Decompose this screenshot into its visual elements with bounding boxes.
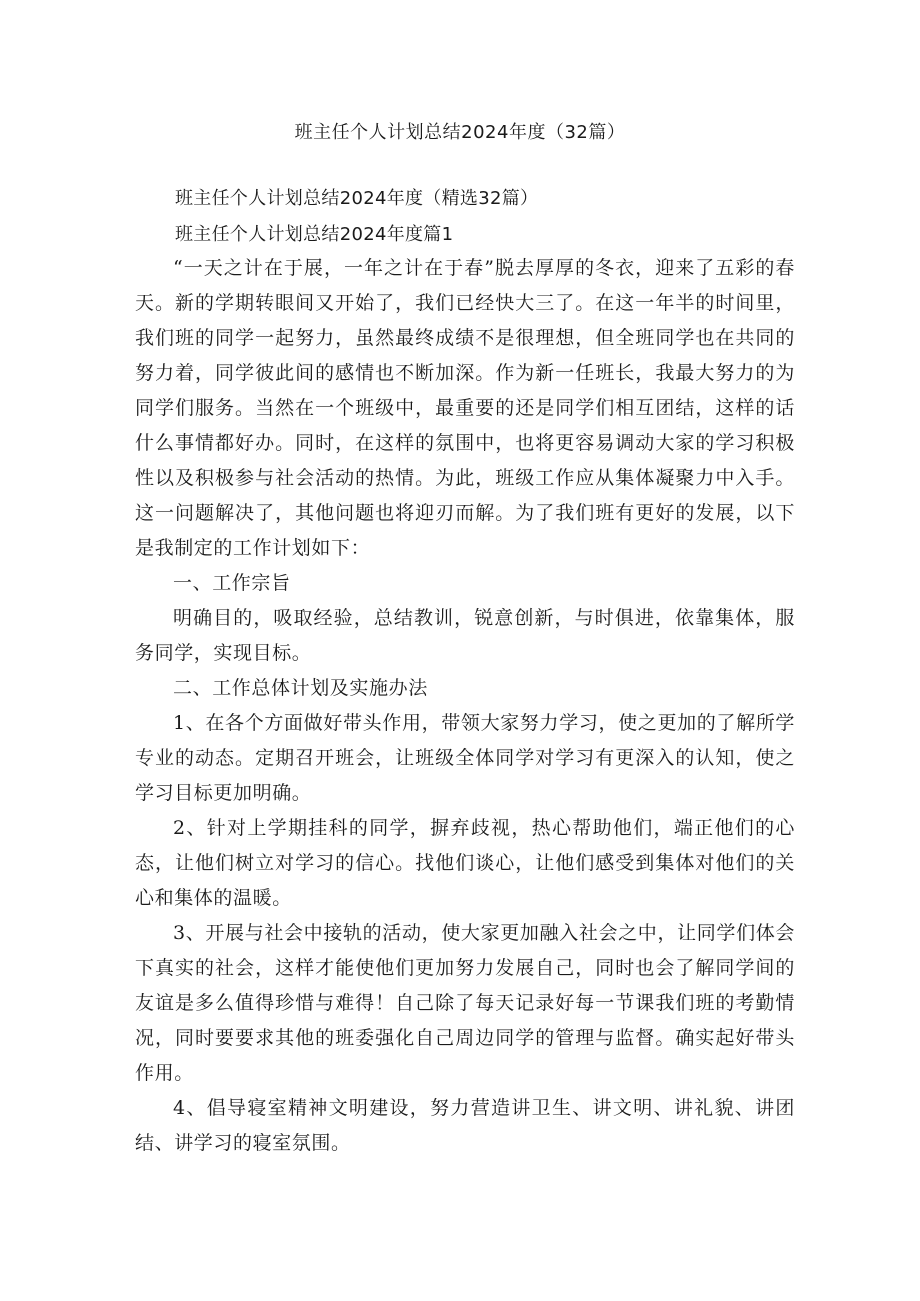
purpose-paragraph: 明确目的，吸取经验，总结教训，锐意创新，与时俱进，依靠集体，服务同学，实现目标。 — [135, 607, 795, 664]
plan-item-2: 2、针对上学期挂科的同学，摒弃歧视，热心帮助他们，端正他们的心态，让他们树立对学习的信心。找他们谈心，让他们感受到集体对他们的关心和集体的温暖。 — [135, 817, 795, 909]
heading-work-purpose: 一、工作宗旨 — [173, 572, 291, 594]
section-heading: 班主任个人计划总结2024年度篇1 — [175, 224, 454, 245]
document-subtitle: 班主任个人计划总结2024年度（精选32篇） — [175, 188, 539, 209]
plan-item-1: 1、在各个方面做好带头作用，带领大家努力学习，使之更加的了解所学专业的动态。定期召开班会，让班级全体同学对学习有更深入的认知，使之学习目标更加明确。 — [135, 712, 795, 804]
document-title: 班主任个人计划总结2024年度（32篇） — [294, 122, 626, 143]
document-body — [135, 251, 795, 1161]
heading-work-plan: 二、工作总体计划及实施办法 — [173, 677, 428, 699]
plan-item-4: 4、倡导寝室精神文明建设，努力营造讲卫生、讲文明、讲礼貌、讲团结、讲学习的寝室氛围。 — [135, 1097, 795, 1154]
plan-item-3: 3、开展与社会中接轨的活动，使大家更加融入社会之中，让同学们体会下真实的社会，这样才能使他们更加努力发展自己，同时也会了解同学间的友谊是多么值得珍惜与难得！自己除了每天记录好每一节课我们班的考勤情况，同时要要求其他的班委强化自己周边同学的管理与监督。确实起好带头作用。 — [135, 922, 795, 1084]
intro-paragraph: “一天之计在于展，一年之计在于春”脱去厚厚的冬衣，迎来了五彩的春天。新的学期转眼间又开始了，我们已经快大三了。在这一年半的时间里，我们班的同学一起努力，虽然最终成绩不是很理想，但全班同学也在共同的努力着，同学彼此间的感情也不断加深。作为新一任班长，我最大努力的为同学们服务。当然在一个班级中，最重要的还是同学们相互团结，这样的话什么事情都好办。同时，在这样的氛围中，也将更容易调动大家的学习积极性以及积极参与社会活动的热情。为此，班级工作应从集体凝聚力中入手。这一问题解决了，其他问题也将迎刃而解。为了我们班有更好的发展，以下是我制定的工作计划如下： — [135, 257, 795, 559]
